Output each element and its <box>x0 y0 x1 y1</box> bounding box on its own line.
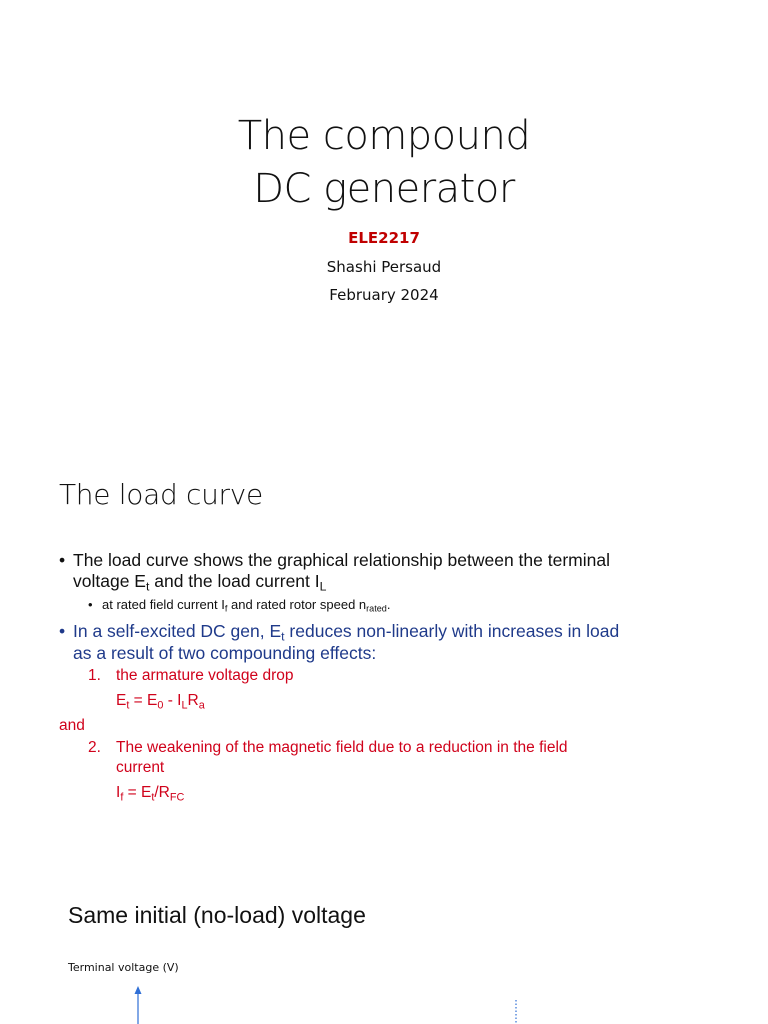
subscript: t <box>145 579 150 594</box>
load-curve-slide <box>0 440 768 860</box>
text-run: = E <box>129 692 158 709</box>
presentation-date: February 2024 <box>329 286 439 304</box>
y-axis-label: Terminal voltage (V) <box>68 961 179 974</box>
bullet-1-line-1 <box>73 550 610 571</box>
equation-1 <box>116 692 205 710</box>
subscript: f <box>224 603 228 614</box>
subscript: L <box>319 579 327 594</box>
bullet-1-text: The load curve shows the graphical relationship between the terminal <box>73 550 610 570</box>
text-run: = E <box>123 784 152 801</box>
course-code: ELE2217 <box>348 229 420 247</box>
subscript: t <box>126 699 130 712</box>
item-2-number: 2. <box>88 739 101 756</box>
bullet-dot: • <box>59 550 66 570</box>
text-run: R <box>187 692 199 709</box>
subscript: a <box>198 699 205 712</box>
arrowhead-icon <box>135 986 142 994</box>
subscript: t <box>281 629 285 644</box>
text-run: voltage E <box>73 571 146 591</box>
item-2-text-line-1: The weakening of the magnetic field due to a reduction in the field <box>116 739 568 756</box>
sub-bullet-line <box>102 597 391 612</box>
slide-title-line-2: DC generator <box>253 166 515 212</box>
bullet-1-line-2 <box>73 571 326 592</box>
author-name: Shashi Persaud <box>326 258 442 276</box>
and-connector: and <box>59 717 85 734</box>
axes-graphic <box>0 860 768 1024</box>
text-run: . <box>386 597 391 612</box>
text-run: In a self-excited DC gen, E <box>73 621 282 641</box>
title-slide <box>0 0 768 440</box>
same-voltage-slide <box>0 860 768 1024</box>
text-run: reduces non-linearly with increases in load <box>284 621 620 641</box>
subscript: f <box>120 791 124 804</box>
sub-bullet-dot: • <box>88 597 93 612</box>
text-run: and the load current I <box>149 571 320 591</box>
text-run: at rated field current I <box>102 597 225 612</box>
text-run: I <box>116 784 121 801</box>
text-run: E <box>116 692 127 709</box>
slide-title-line-1: The compound <box>237 113 531 159</box>
subscript: FC <box>169 791 185 804</box>
equation-2 <box>116 784 184 802</box>
subscript: t <box>151 791 155 804</box>
item-1-number: 1. <box>88 667 101 684</box>
text-run: as a result of two compounding effects: <box>73 643 377 663</box>
bullet-2-line-2 <box>73 643 376 664</box>
subscript: 0 <box>157 699 164 712</box>
bullet-2-line-1 <box>73 621 619 642</box>
slide-title: Same initial (no-load) voltage <box>68 902 366 928</box>
subscript: rated <box>366 603 387 614</box>
item-2-text-line-2: current <box>116 759 165 776</box>
subscript: L <box>181 699 188 712</box>
text-run: and rated rotor speed n <box>227 597 367 612</box>
text-run: /R <box>154 784 170 801</box>
bullet-dot: • <box>59 621 66 641</box>
item-1-text: the armature voltage drop <box>116 667 294 684</box>
text-run: - I <box>163 692 182 709</box>
slide-heading: The load curve <box>59 478 263 511</box>
